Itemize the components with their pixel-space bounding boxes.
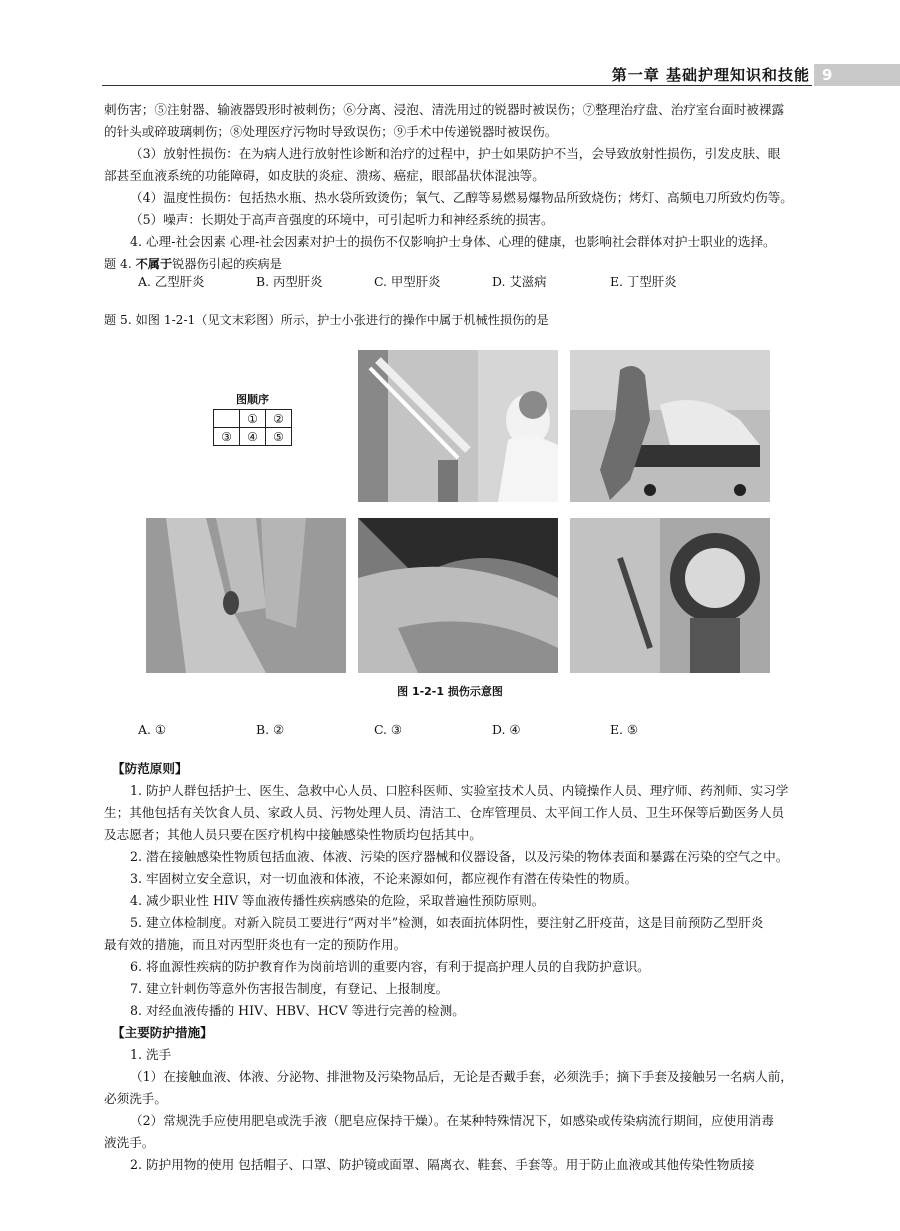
chapter-title: 第一章 基础护理知识和技能 [611,66,810,84]
running-header [0,64,900,86]
body-line: 必须洗手。 [104,1091,167,1106]
body-line: 8. 对经血液传播的 HIV、HBV、HCV 等进行完善的检测。 [130,1003,465,1018]
option-b: B. ② [256,722,285,737]
photo-5-sterilizer [570,518,770,673]
photo-3-hand-injury [146,518,346,673]
body-line: 7. 建立针刺伤等意外伤害报告制度，有登记、上报制度。 [130,981,449,996]
photo-1-uv-lamp [358,350,558,502]
body-line: 2. 防护用物的使用 包括帽子、口罩、防护镜或面罩、隔离衣、鞋套、手套等。用于防止血液或其他传染性物质接 [130,1157,755,1172]
figure-order-legend [210,391,295,446]
option-d: D. 艾滋病 [492,274,547,289]
body-line: （2）常规洗手应使用肥皂或洗手液（肥皂应保持干燥）。在某种特殊情况下，如感染或传染病流行期间，应使用消毒 [130,1113,774,1128]
question-5-options [138,719,728,741]
body-line: （3）放射性损伤：在为病人进行放射性诊断和治疗的过程中，护士如果防护不当，会导致放射性损伤，引发皮肤、眼 [130,146,781,161]
body-line: 4. 心理-社会因素 心理-社会因素对护士的损伤不仅影响护士身体、心理的健康，也影响社会群体对护士职业的选择。 [130,234,776,249]
figure-caption: 图 1-2-1 损伤示意图 [397,685,503,698]
body-line: 刺伤害；⑤注射器、输液器毁形时被刺伤；⑥分离、浸泡、清洗用过的锐器时被误伤；⑦整理治疗盘、治疗室台面时被裸露 [104,102,785,117]
body-line: （5）噪声：长期处于高声音强度的环境中，可引起听力和神经系统的损害。 [130,212,554,227]
body-line: 的针头或碎玻璃刺伤；⑧处理医疗污物时导致误伤；⑨手术中传递锐器时被误伤。 [104,124,558,139]
body-line: 3. 牢固树立安全意识，对一切血液和体液，不论来源如何，都应视作有潜在传染性的物质。 [130,871,638,886]
option-c: C. ③ [374,722,403,737]
option-b: B. 丙型肝炎 [256,274,323,289]
section-heading-principles: 【防范原则】 [112,761,188,776]
option-c: C. 甲型肝炎 [374,274,441,289]
page-number: 9 [814,64,900,86]
legend-title: 图顺序 [236,393,269,406]
body-line: （1）在接触血液、体液、分泌物、排泄物及污染物品后，无论是否戴手套，必须洗手；摘下手套及接触另一名病人前， [130,1069,793,1084]
photo-4-neck-burn [358,518,558,673]
body-line: 最有效的措施，而且对丙型肝炎也有一定的预防作用。 [104,937,407,952]
body-line: 6. 将血源性疾病的防护教育作为岗前培训的重要内容，有利于提高护理人员的自我防护意识。 [130,959,650,974]
option-a: A. ① [138,722,166,737]
body-line: 1. 防护人群包括护士、医生、急救中心人员、口腔科医师、实验室技术人员、内镜操作人员、理疗师、药剂师、实习学 [130,783,789,798]
body-line: 5. 建立体检制度。对新入院员工要进行“两对半”检测，如表面抗体阴性，要注射乙肝疫苗，这是目前预防乙型肝炎 [130,915,764,930]
body-line: 液洗手。 [104,1135,155,1150]
emphasis: 不属于 [135,257,173,271]
body-line: 4. 减少职业性 HIV 等血液传播性疾病感染的危险，采取普遍性预防原则。 [130,893,545,908]
body-line: 1. 洗手 [130,1047,172,1062]
option-a: A. 乙型肝炎 [138,274,205,289]
body-line: 生；其他包括有关饮食人员、家政人员、污物处理人员、清洁工、仓库管理员、太平间工作人员、卫生环保等后勤医务人员 [104,805,785,820]
question-4-stem: 题 4. 不属于锐器伤引起的疾病是 [104,257,282,271]
question-4-options [138,271,728,293]
body-line: 及志愿者；其他人员只要在医疗机构中接触感染性物质均包括其中。 [104,827,482,842]
photo-2-patient-transfer [570,350,770,502]
body-line: 2. 潜在接触感染性物质包括血液、体液、污染的医疗器械和仪器设备，以及污染的物体表面和暴露在污染的空气之中。 [130,849,789,864]
option-e: E. ⑤ [610,722,639,737]
question-5-stem: 题 5. 如图 1-2-1（见文末彩图）所示，护士小张进行的操作中属于机械性损伤的是 [104,313,549,327]
option-e: E. 丁型肝炎 [610,274,677,289]
body-line: （4）温度性损伤：包括热水瓶、热水袋所致烫伤；氧气、乙醇等易燃易爆物品所致烧伤；烤灯、高频电刀所致灼伤等。 [130,190,793,205]
legend-grid: ① ② ③ ④ ⑤ [213,409,292,446]
body-line: 部甚至血液系统的功能障碍，如皮肤的炎症、溃疡、癌症，眼部晶状体混浊等。 [104,168,545,183]
option-d: D. ④ [492,722,521,737]
header-rule [102,85,812,86]
section-heading-measures: 【主要防护措施】 [112,1025,213,1040]
